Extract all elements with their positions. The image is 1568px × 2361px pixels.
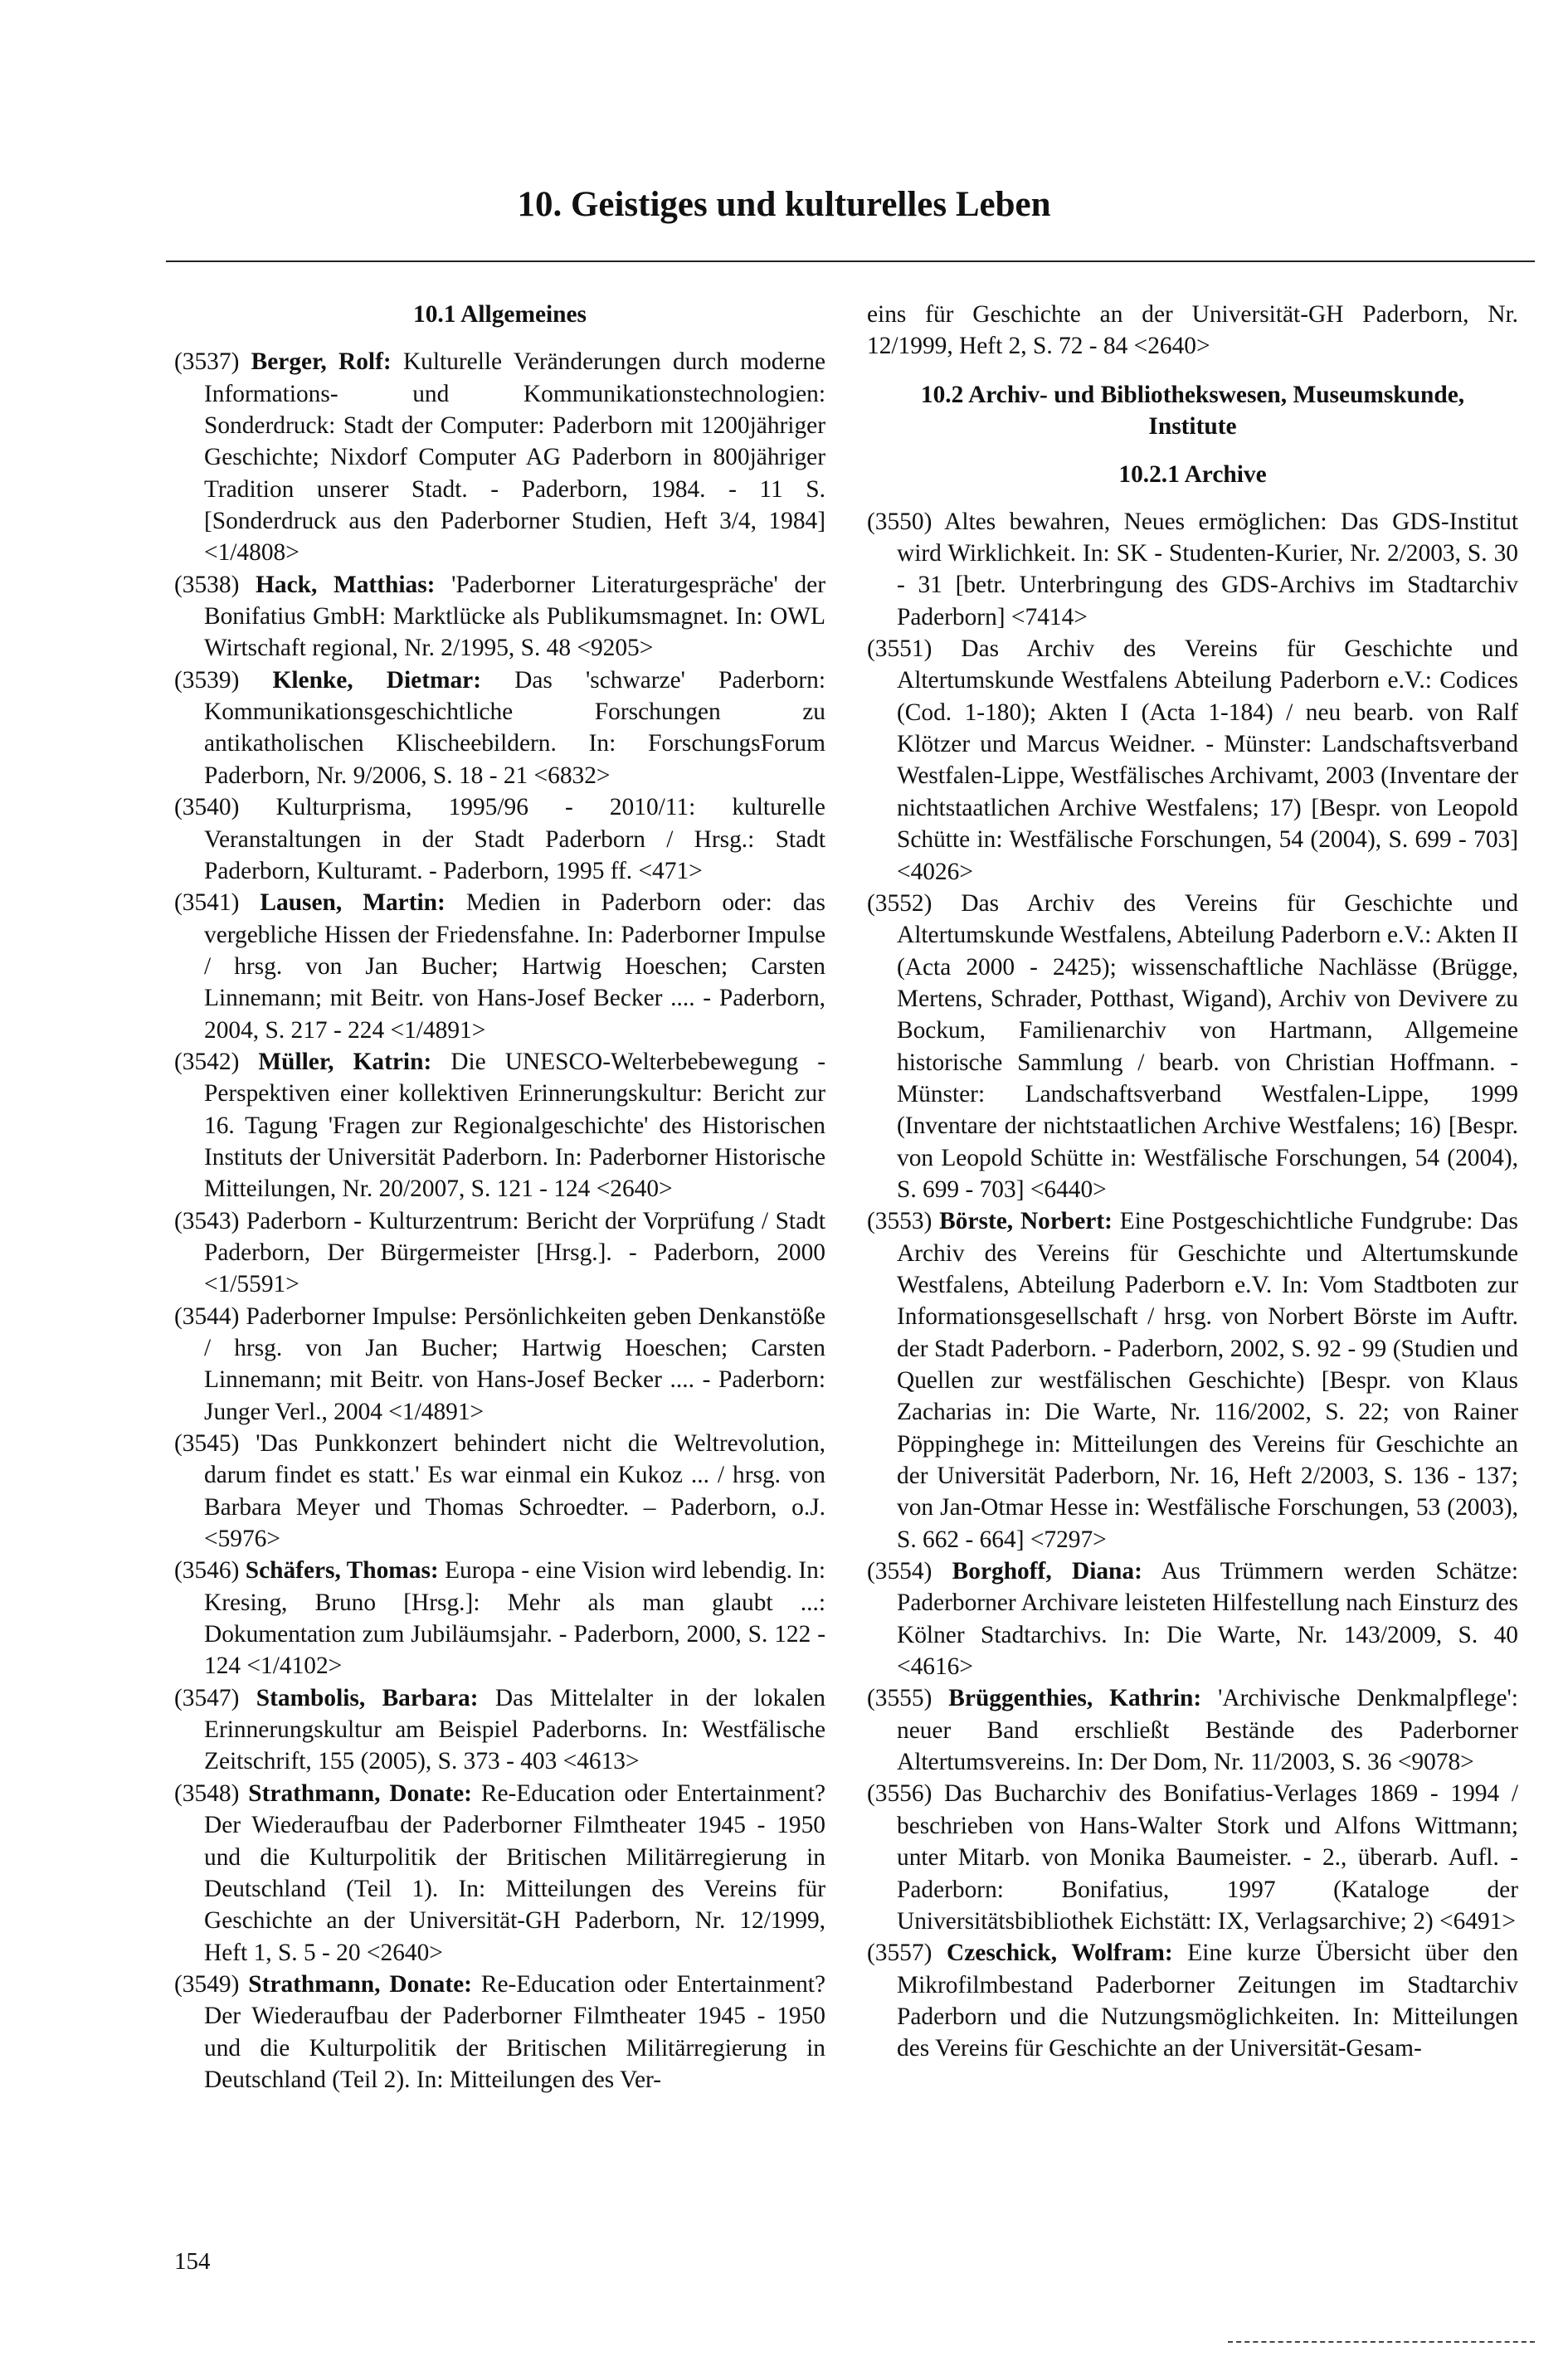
entry-text: 'Das Punkkonzert behindert nicht die Weltrevolution, darum findet es statt.' Es war einmal ein Kukoz ... / hrsg. von Barbara Meyer und Thomas Schroedter. – Paderborn, o.J. <5976> xyxy=(204,1430,825,1553)
entry-number: (3544) xyxy=(174,1302,246,1330)
entry-author: Czeschick, Wolfram: xyxy=(947,1940,1173,1967)
entry-author: Strathmann, Donate: xyxy=(248,1779,472,1807)
bibliography-entry xyxy=(867,633,1518,888)
left-column xyxy=(174,299,825,2096)
left-entries xyxy=(174,346,825,2096)
bibliography-entry xyxy=(867,888,1518,1205)
right-entries xyxy=(867,506,1518,2065)
entry-number: (3543) xyxy=(174,1207,246,1234)
entry-text: Re-Education oder Entertainment? Der Wiederaufbau der Paderborner Filmtheater 1945 - 1950 und die Kulturpolitik der Britischen Militärregierung in Deutschland (Teil 1). In: Mitteilungen des Vereins für Geschichte an der Universität-GH Paderborn, Nr. 12/1999, Heft 1, S. 5 - 20 <2640> xyxy=(204,1779,825,1966)
entry-text: Das Archiv des Vereins für Geschichte und Altertumskunde Westfalens Abteilung Paderborn e.V.: Codices (Cod. 1-180); Akten I (Acta 1-184) / neu bearb. von Ralf Klötzer und Marcus Weidner. - Münster: Landschaftsverband Westfalen-Lippe, Westfälisches Archivamt, 2003 (Inventare der nichtstaatlichen Archive Westfalens; 17) [Bespr. von Leopold Schütte in: Westfälische Forschungen, 54 (2004), S. 699 - 703] <4026> xyxy=(897,635,1518,885)
entry-number: (3550) xyxy=(867,508,945,535)
bibliography-entry xyxy=(174,791,825,887)
entry-text: Medien in Paderborn oder: das vergebliche Hissen der Friedensfahne. In: Paderborner Impulse / hrsg. von Jan Bucher; Hartwig Hoeschen; Carsten Linnemann; mit Beitr. von Hans-Josef Becker .... - Paderborn, 2004, S. 217 - 224 <1/4891> xyxy=(204,889,825,1044)
entry-number: (3538) xyxy=(174,571,256,598)
bibliography-entry xyxy=(174,1205,825,1301)
title-rule xyxy=(166,260,1535,262)
entry-author: Berger, Rolf: xyxy=(251,348,392,376)
entry-text: Kulturprisma, 1995/96 - 2010/11: kulturelle Veranstaltungen in der Stadt Paderborn / Hrsg.: Stadt Paderborn, Kulturamt. - Paderborn, 1995 ff. <471> xyxy=(204,794,825,884)
bibliography-entry xyxy=(174,1682,825,1778)
bibliography-entry xyxy=(174,1046,825,1205)
bibliography-entry xyxy=(867,1555,1518,1682)
entry-number: (3545) xyxy=(174,1430,256,1458)
bibliography-entry xyxy=(174,1428,825,1555)
entry-text: Das 'schwarze' Paderborn: Kommunikationsgeschichtliche Forschungen zu antikatholischen Klischeebildern. In: ForschungsForum Paderborn, Nr. 9/2006, S. 18 - 21 <6832> xyxy=(204,666,825,789)
section-heading-archivwesen: 10.2 Archiv- und Bibliothekswesen, Museumskunde, Institute xyxy=(920,381,1465,441)
entry-author: Schäfers, Thomas: xyxy=(245,1557,439,1585)
footer-rule xyxy=(1228,2341,1535,2343)
entry-number: (3540) xyxy=(174,794,276,821)
entry-author: Stambolis, Barbara: xyxy=(256,1684,479,1711)
bibliography-entry xyxy=(867,506,1518,633)
entry-number: (3548) xyxy=(174,1779,249,1807)
entry-number: (3554) xyxy=(867,1558,952,1585)
entry-number: (3541) xyxy=(174,889,261,917)
bibliography-entry xyxy=(174,1555,825,1682)
entry-number: (3551) xyxy=(867,635,962,663)
entry-author: Müller, Katrin: xyxy=(258,1048,432,1075)
entry-text: Das Mittelalter in der lokalen Erinnerungskultur am Beispiel Paderborns. In: Westfälische Zeitschrift, 155 (2005), S. 373 - 403 <4613> xyxy=(204,1684,825,1775)
entry-author: Borghoff, Diana: xyxy=(952,1558,1142,1585)
bibliography-entry xyxy=(867,1937,1518,2064)
bibliography-entry xyxy=(174,569,825,664)
bibliography-entry xyxy=(174,887,825,1046)
entry-author: Brüggenthies, Kathrin: xyxy=(948,1685,1202,1712)
bibliography-entry xyxy=(174,664,825,791)
entry-number: (3556) xyxy=(867,1780,945,1808)
entry-text: Eine Postgeschichtliche Fundgrube: Das Archiv des Vereins für Geschichte und Altertumskunde Westfalens, Abteilung Paderborn e.V. In: Vom Stadtboten zur Informationsgesellschaft / hrsg. von Norbert Börste im Auftr. der Stadt Paderborn. - Paderborn, 2002, S. 92 - 99 (Studien und Quellen zur westfälischen Geschichte) [Bespr. von Klaus Zacharias in: Die Warte, Nr. 116/2002, S. 22; von Rainer Pöppinghege in: Mitteilungen des Vereins für Geschichte an der Universität Paderborn, Nr. 16, Heft 2/2003, S. 136 - 137; von Jan-Otmar Hesse in: Westfälische Forschungen, 53 (2003), S. 662 - 664] <7297> xyxy=(897,1208,1518,1553)
entry-number: (3546) xyxy=(174,1557,246,1585)
entry-author: Strathmann, Donate: xyxy=(248,1970,472,1998)
entry-text: Das Bucharchiv des Bonifatius-Verlages 1869 - 1994 / beschrieben von Hans-Walter Stork und Alfons Wittmann; unter Mitarb. von Monika Baumeister. - 2., überarb. Aufl. - Paderborn: Bonifatius, 1997 (Kataloge der Universitätsbibliothek Eichstätt: IX, Verlagsarchive; 2) <6491> xyxy=(897,1780,1518,1935)
entry-text: Europa - eine Vision wird lebendig. In: Kresing, Bruno [Hrsg.]: Mehr als man glaubt ...: Dokumentation zum Jubiläumsjahr. - Paderborn, 2000, S. 122 - 124 <1/4102> xyxy=(204,1557,825,1680)
entry-text: Paderborner Impulse: Persönlichkeiten geben Denkanstöße / hrsg. von Jan Bucher; Hartwig Hoeschen; Carsten Linnemann; mit Beitr. von Hans-Josef Becker .... - Paderborn: Junger Verl., 2004 <1/4891> xyxy=(204,1302,825,1425)
entry-author: Börste, Norbert: xyxy=(939,1208,1113,1235)
bibliography-entry xyxy=(174,346,825,568)
entry-number: (3537) xyxy=(174,348,251,376)
entry-number: (3555) xyxy=(867,1685,949,1712)
entry-text: Kulturelle Veränderungen durch moderne Informations- und Kommunikationstechnologien: Sonderdruck: Stadt der Computer: Paderborn mit 1200jähriger Geschichte; Nixdorf Computer AG Paderborn in 800jähriger Tradition unserer Stadt. - Paderborn, 1984. - 11 S. [Sonderdruck aus den Paderborner Studien, Heft 3/4, 1984] <1/4808> xyxy=(204,348,825,567)
page-number: 154 xyxy=(174,2248,211,2275)
entry-text: 'Paderborner Literaturgespräche' der Bonifatius GmbH: Marktlücke als Publikumsmagnet. In: OWL Wirtschaft regional, Nr. 2/1995, S. 48 <9205> xyxy=(204,571,825,662)
page-title: 10. Geistiges und kulturelles Leben xyxy=(517,185,1051,224)
right-column xyxy=(867,299,1518,2065)
entry-text: Aus Trümmern werden Schätze: Paderborner Archivare leisteten Hilfestellung nach Einsturz des Kölner Stadtarchivs. In: Die Warte, Nr. 143/2009, S. 40 <4616> xyxy=(897,1558,1518,1681)
entry-text: Re-Education oder Entertainment? Der Wiederaufbau der Paderborner Filmtheater 1945 - 1950 und die Kulturpolitik der Britischen Militärregierung in Deutschland (Teil 2). In: Mitteilungen des Ver- xyxy=(204,1970,825,2093)
continued-entry: eins für Geschichte an der Universität-GH Paderborn, Nr. 12/1999, Heft 2, S. 72 - 84 <2640> xyxy=(867,301,1518,360)
entry-text: Paderborn - Kulturzentrum: Bericht der Vorprüfung / Stadt Paderborn, Der Bürgermeister [Hrsg.]. - Paderborn, 2000 <1/5591> xyxy=(204,1207,825,1298)
bibliography-entry xyxy=(867,1778,1518,1937)
bibliography-entry xyxy=(174,1969,825,2096)
entry-number: (3557) xyxy=(867,1940,947,1967)
entry-number: (3553) xyxy=(867,1208,940,1235)
entry-text: 'Archivische Denkmalpflege': neuer Band erschließt Bestände des Paderborner Altertumsvereins. In: Der Dom, Nr. 11/2003, S. 36 <9078> xyxy=(897,1685,1518,1776)
entry-number: (3542) xyxy=(174,1048,259,1075)
bibliography-entry xyxy=(867,1682,1518,1778)
section-heading-allgemeines: 10.1 Allgemeines xyxy=(413,301,587,328)
entry-text: Altes bewahren, Neues ermöglichen: Das GDS-Institut wird Wirklichkeit. In: SK - Studenten-Kurier, Nr. 2/2003, S. 30 - 31 [betr. Unterbringung des GDS-Archivs im Stadtarchiv Paderborn] <7414> xyxy=(897,508,1518,630)
entry-text: Das Archiv des Vereins für Geschichte und Altertumskunde Westfalens, Abteilung Paderborn e.V.: Akten II (Acta 2000 - 2425); wissenschaftliche Nachlässe (Brügge, Mertens, Schrader, Potthast, Wigand), Archiv von Devivere zu Bockum, Familienarchiv von Hartmann, Allgemeine historische Sammlung / bearb. von Christian Hoffmann. - Münster: Landschaftsverband Westfalen-Lippe, 1999 (Inventare der nichtstaatlichen Archive Westfalens; 16) [Bespr. von Leopold Schütte in: Westfälische Forschungen, 54 (2004), S. 699 - 703] <6440> xyxy=(897,889,1518,1203)
section-heading-archive: 10.2.1 Archive xyxy=(1118,461,1267,489)
entry-author: Hack, Matthias: xyxy=(256,571,436,598)
entry-text: Eine kurze Übersicht über den Mikrofilmbestand Paderborner Zeitungen im Stadtarchiv Paderborn und die Nutzungsmöglichkeiten. In: Mitteilungen des Vereins für Geschichte an der Universität-Gesam- xyxy=(897,1940,1518,2062)
entry-number: (3547) xyxy=(174,1684,256,1711)
bibliography-entry xyxy=(174,1778,825,1969)
entry-number: (3549) xyxy=(174,1970,249,1998)
bibliography-entry xyxy=(867,1205,1518,1555)
entry-author: Klenke, Dietmar: xyxy=(272,666,482,694)
entry-author: Lausen, Martin: xyxy=(260,889,446,917)
entry-number: (3552) xyxy=(867,889,962,917)
bibliography-entry xyxy=(174,1301,825,1428)
entry-text: Die UNESCO-Welterbebewegung - Perspektiven einer kollektiven Erinnerungskultur: Bericht zur 16. Tagung 'Fragen zur Regionalgeschichte' des Historischen Instituts der Universität Paderborn. In: Paderborner Historische Mitteilungen, Nr. 20/2007, S. 121 - 124 <2640> xyxy=(204,1048,825,1203)
entry-number: (3539) xyxy=(174,666,273,694)
